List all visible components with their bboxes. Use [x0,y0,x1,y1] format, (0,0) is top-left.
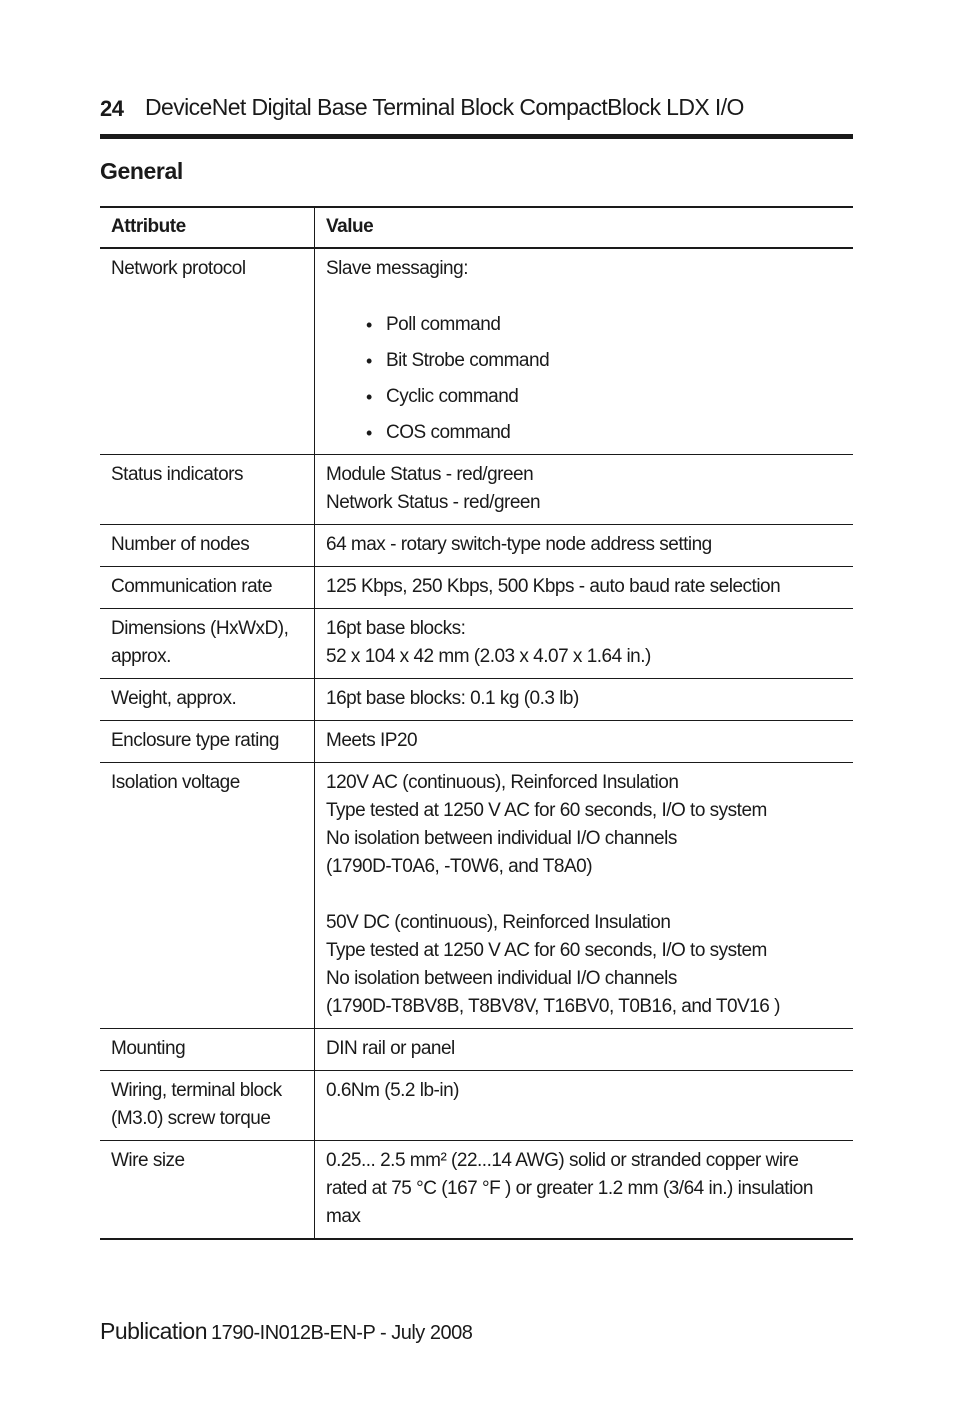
page-number: 24 [100,96,124,121]
value-line: 120V AC (continuous), Reinforced Insulation [326,772,679,793]
value-line: (1790D-T0A6, -T0W6, and T8A0) [326,856,593,877]
value-cell [315,1141,854,1240]
value-line: Module Status - red/green [326,464,534,485]
table-row [100,455,853,525]
attribute-cell: Status indicators [100,455,315,525]
value-cell [315,1071,854,1141]
list-item: • Bit Strobe command [366,347,843,375]
value-cell [315,721,854,763]
value-cell [315,248,854,455]
value-line: 64 max - rotary switch-type node address setting [326,534,712,555]
list-item: • Cyclic command [366,383,843,411]
page-header [100,92,853,128]
attribute-cell: Network protocol [100,248,315,455]
column-header-value: Value [315,207,854,248]
table-row [100,679,853,721]
attribute-line: (M3.0) screw torque [111,1108,271,1129]
attribute-cell: Number of nodes [100,525,315,567]
table-row [100,1071,853,1141]
value-line: Network Status - red/green [326,492,541,513]
value-line: 52 x 104 x 42 mm (2.03 x 4.07 x 1.64 in.) [326,646,651,667]
value-line: 125 Kbps, 250 Kbps, 500 Kbps - auto baud rate selection [326,576,781,597]
header-rule [100,134,853,139]
table-row [100,248,853,455]
attribute-cell [100,1071,315,1141]
table-row [100,525,853,567]
bullet-list [326,311,843,447]
attribute-cell: Wire size [100,1141,315,1240]
column-header-attribute: Attribute [100,207,315,248]
value-cell [315,679,854,721]
value-line: max [326,1206,361,1227]
attribute-cell: Weight, approx. [100,679,315,721]
attribute-cell [100,609,315,679]
value-line: 16pt base blocks: [326,618,466,639]
page-footer [100,1318,472,1345]
table-row [100,609,853,679]
value-line: 50V DC (continuous), Reinforced Insulation [326,912,671,933]
table-row [100,567,853,609]
attribute-cell: Mounting [100,1029,315,1071]
attribute-cell: Communication rate [100,567,315,609]
value-line: Meets IP20 [326,730,418,751]
section-title: General [100,158,183,184]
value-line: rated at 75 °C (167 °F ) or greater 1.2 mm (3/64 in.) insulation [326,1178,813,1199]
table-row [100,763,853,1029]
value-cell [315,1029,854,1071]
document-title: DeviceNet Digital Base Terminal Block CompactBlock LDX I/O [145,94,744,120]
value-line: (1790D-T8BV8B, T8BV8V, T16BV0, T0B16, and T0V16 ) [326,996,780,1017]
value-line: Type tested at 1250 V AC for 60 seconds, I/O to system [326,800,767,821]
table-row [100,721,853,763]
attribute-cell: Enclosure type rating [100,721,315,763]
list-item: • Poll command [366,311,843,339]
value-cell [315,567,854,609]
value-line: 0.25... 2.5 mm² (22...14 AWG) solid or stranded copper wire [326,1150,799,1171]
value-cell [315,525,854,567]
value-cell [315,763,854,1029]
value-line: 0.6Nm (5.2 lb-in) [326,1080,459,1101]
list-item: • COS command [366,419,843,447]
table-row [100,1029,853,1071]
attribute-line: Wiring, terminal block [111,1080,282,1101]
table-row [100,1141,853,1240]
attribute-cell: Isolation voltage [100,763,315,1029]
value-line: No isolation between individual I/O channels [326,828,677,849]
attribute-line: approx. [111,646,171,667]
table-header-row [100,207,853,248]
value-line: Type tested at 1250 V AC for 60 seconds, I/O to system [326,940,767,961]
value-line: 16pt base blocks: 0.1 kg (0.3 lb) [326,688,579,709]
value-line: Slave messaging: [326,258,468,279]
attribute-line: Dimensions (HxWxD), [111,618,289,639]
footer-label: Publication [100,1318,208,1344]
value-cell [315,609,854,679]
value-line: DIN rail or panel [326,1038,455,1059]
value-line: No isolation between individual I/O channels [326,968,677,989]
value-cell [315,455,854,525]
publication-number: 1790-IN012B-EN-P - July 2008 [210,1322,473,1344]
specifications-table [100,206,853,1240]
